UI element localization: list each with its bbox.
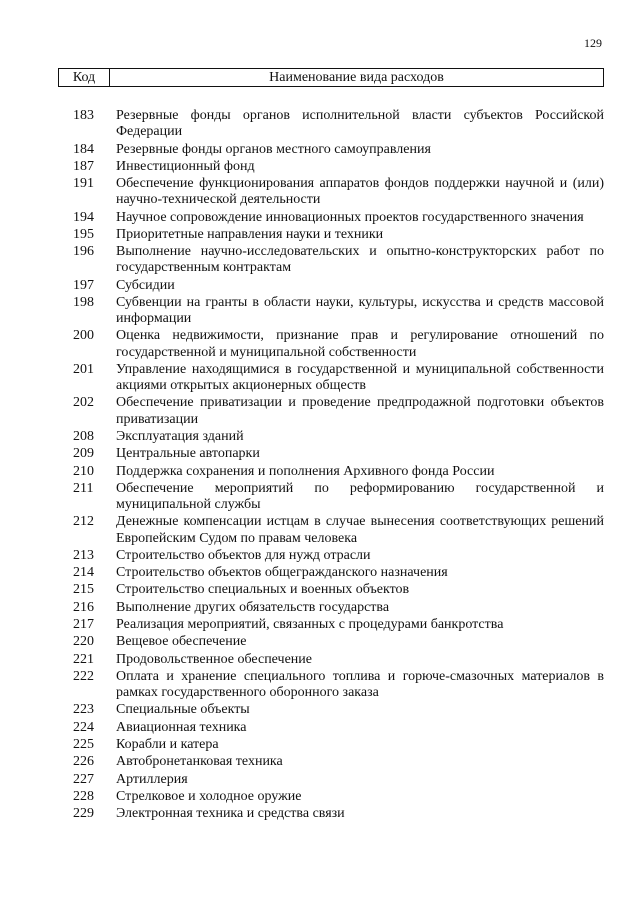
row-name: Специальные объекты bbox=[116, 702, 250, 718]
table-header bbox=[58, 68, 604, 87]
row-name: Обеспечение мероприятий по реформированию государственной и муниципальной службы bbox=[116, 480, 604, 513]
row-code: 227 bbox=[73, 771, 94, 787]
row-name: Авиационная техника bbox=[116, 719, 247, 735]
row-name: Обеспечение приватизации и проведение предпродажной подготовки объектов приватизации bbox=[116, 395, 604, 427]
table-row bbox=[58, 464, 604, 480]
table-row bbox=[58, 565, 604, 581]
row-name: Субвенции на гранты в области науки, культуры, искусства и средств массовой информации bbox=[116, 294, 604, 327]
row-code: 191 bbox=[73, 176, 94, 192]
table-row bbox=[58, 737, 604, 753]
row-name: Субсидии bbox=[116, 277, 175, 293]
row-code: 226 bbox=[73, 754, 94, 770]
row-name: Центральные автопарки bbox=[116, 446, 260, 462]
row-name: Выполнение других обязательств государства bbox=[116, 599, 390, 615]
table-row bbox=[58, 720, 604, 736]
row-name: Корабли и катера bbox=[116, 737, 219, 753]
row-name: Выполнение научно-исследовательских и опытно-конструкторских работ по государственным контрактам bbox=[116, 244, 604, 276]
row-code: 196 bbox=[73, 244, 94, 260]
row-name: Резервные фонды органов исполнительной власти субъектов Российской Федерации bbox=[116, 108, 604, 140]
row-code: 209 bbox=[73, 446, 94, 462]
table-row bbox=[58, 634, 604, 650]
row-code: 215 bbox=[73, 582, 94, 598]
row-name: Приоритетные направления науки и техники bbox=[116, 226, 384, 242]
row-name: Строительство объектов общегражданского назначения bbox=[116, 565, 448, 581]
row-code: 200 bbox=[73, 328, 94, 344]
row-code: 201 bbox=[73, 361, 94, 377]
table-row bbox=[58, 481, 604, 513]
header-code-label: Код bbox=[59, 69, 110, 86]
row-code: 208 bbox=[73, 428, 94, 444]
row-code: 217 bbox=[73, 617, 94, 633]
table-row bbox=[58, 582, 604, 598]
row-name: Денежные компенсации истцам в случае вынесения соответствующих решений Европейским Судом по правам человека bbox=[116, 514, 604, 546]
row-code: 216 bbox=[73, 599, 94, 615]
row-name: Обеспечение функционирования аппаратов фондов поддержки научной и (или) научно-технической деятельности bbox=[116, 176, 604, 208]
row-code: 212 bbox=[73, 514, 94, 530]
row-code: 228 bbox=[73, 788, 94, 804]
row-code: 210 bbox=[73, 463, 94, 479]
table-row bbox=[58, 652, 604, 668]
table-row bbox=[58, 108, 604, 140]
table-row bbox=[58, 548, 604, 564]
row-code: 194 bbox=[73, 209, 94, 225]
row-name: Оплата и хранение специального топлива и горюче-смазочных материалов в рамках государственного оборонного заказа bbox=[116, 668, 604, 701]
row-name: Автобронетанковая техника bbox=[116, 754, 283, 770]
expense-type-list bbox=[58, 108, 604, 824]
row-name: Управление находящимися в государственной и муниципальной собственности акциями открытых акционерных обществ bbox=[116, 361, 604, 394]
table-row bbox=[58, 227, 604, 243]
row-code: 213 bbox=[73, 547, 94, 563]
row-name: Стрелковое и холодное оружие bbox=[116, 788, 302, 804]
row-name: Вещевое обеспечение bbox=[116, 634, 247, 650]
row-name: Научное сопровождение инновационных проектов государственного значения bbox=[116, 209, 584, 225]
row-code: 223 bbox=[73, 702, 94, 718]
table-row bbox=[58, 176, 604, 208]
row-code: 184 bbox=[73, 141, 94, 157]
header-name-label: Наименование вида расходов bbox=[269, 70, 444, 85]
table-row bbox=[58, 210, 604, 226]
row-name: Электронная техника и средства связи bbox=[116, 806, 345, 822]
table-row bbox=[58, 806, 604, 822]
row-code: 198 bbox=[73, 294, 94, 310]
row-name: Инвестиционный фонд bbox=[116, 158, 255, 174]
row-code: 183 bbox=[73, 108, 94, 123]
row-name: Эксплуатация зданий bbox=[116, 428, 244, 444]
row-code: 195 bbox=[73, 226, 94, 242]
table-row bbox=[58, 669, 604, 701]
row-code: 202 bbox=[73, 395, 94, 411]
row-code: 220 bbox=[73, 634, 94, 650]
table-row bbox=[58, 514, 604, 546]
table-row bbox=[58, 244, 604, 276]
table-row bbox=[58, 278, 604, 294]
table-row bbox=[58, 754, 604, 770]
row-code: 229 bbox=[73, 806, 94, 822]
row-name: Артиллерия bbox=[116, 771, 188, 787]
table-row bbox=[58, 328, 604, 360]
table-row bbox=[58, 362, 604, 394]
row-name: Поддержка сохранения и пополнения Архивного фонда России bbox=[116, 463, 495, 479]
row-name: Продовольственное обеспечение bbox=[116, 651, 312, 667]
table-row bbox=[58, 789, 604, 805]
table-row bbox=[58, 395, 604, 427]
row-name: Резервные фонды органов местного самоуправления bbox=[116, 141, 431, 157]
table-row bbox=[58, 295, 604, 327]
row-name: Оценка недвижимости, признание прав и регулирование отношений по государственной и муниципальной собственности bbox=[116, 328, 604, 360]
table-row bbox=[58, 617, 604, 633]
row-code: 224 bbox=[73, 719, 94, 735]
row-code: 211 bbox=[73, 480, 94, 496]
table-row bbox=[58, 159, 604, 175]
table-row bbox=[58, 702, 604, 718]
row-code: 187 bbox=[73, 158, 94, 174]
page-number: 129 bbox=[584, 36, 602, 50]
row-code: 197 bbox=[73, 277, 94, 293]
row-name: Строительство объектов для нужд отрасли bbox=[116, 547, 371, 563]
row-name: Реализация мероприятий, связанных с процедурами банкротства bbox=[116, 617, 504, 633]
row-code: 222 bbox=[73, 668, 94, 684]
row-code: 221 bbox=[73, 651, 94, 667]
table-row bbox=[58, 142, 604, 158]
table-row bbox=[58, 446, 604, 462]
table-row bbox=[58, 772, 604, 788]
row-name: Строительство специальных и военных объектов bbox=[116, 582, 410, 598]
row-code: 225 bbox=[73, 737, 94, 753]
row-code: 214 bbox=[73, 565, 94, 581]
table-row bbox=[58, 429, 604, 445]
table-row bbox=[58, 600, 604, 616]
